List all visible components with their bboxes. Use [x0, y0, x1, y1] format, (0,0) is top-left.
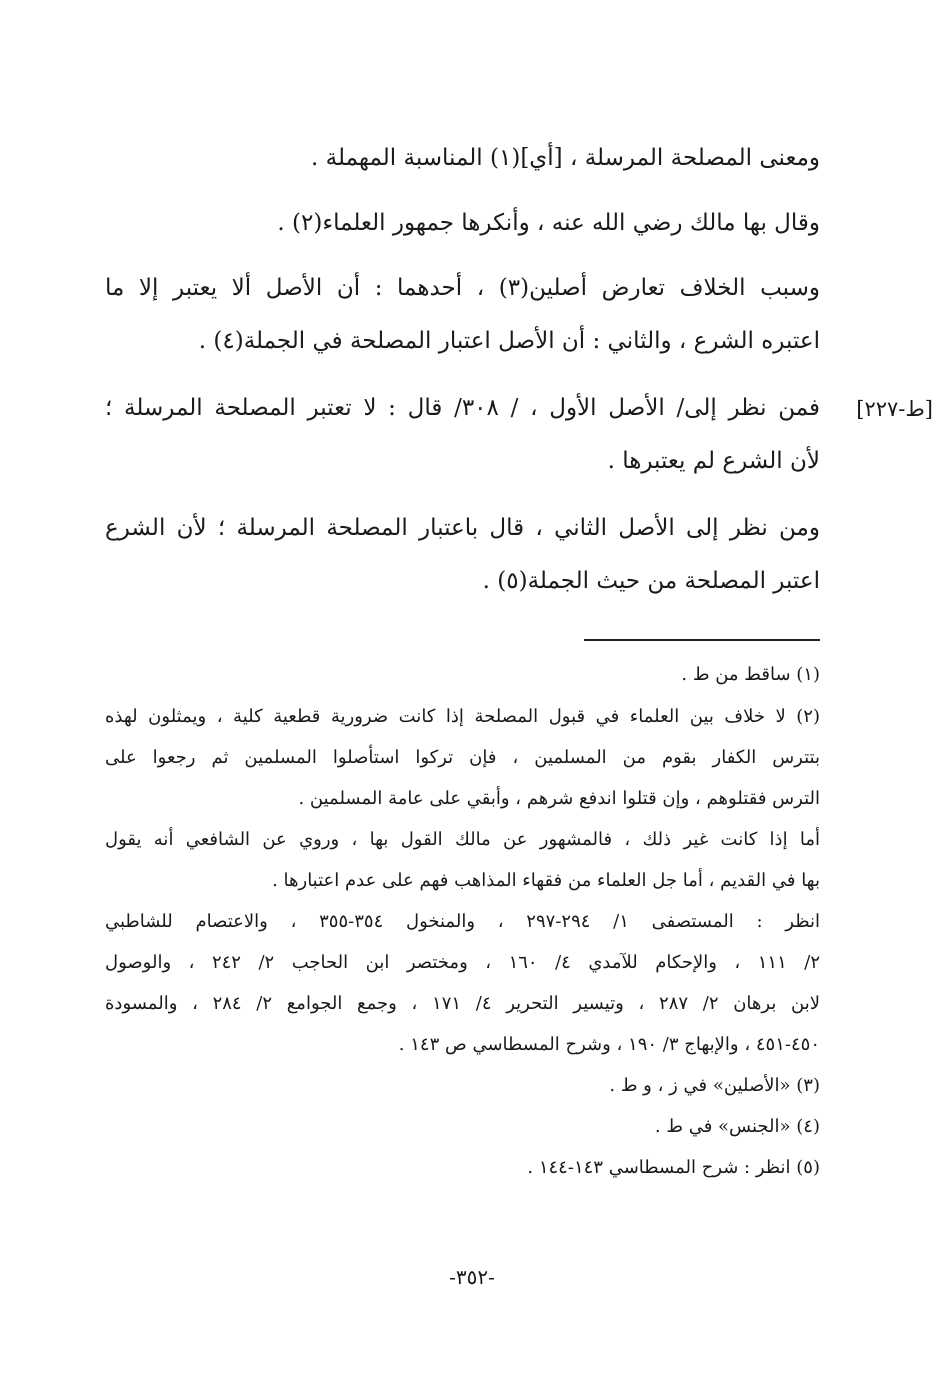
footnote-line: ٢/ ١١١ ، والإحكام للآمدي ٤/ ١٦٠ ، ومختصر ابن الحاجب ٢/ ٢٤٢ ، والوصول: [105, 952, 820, 973]
footnote-line: أما إذا كانت غير ذلك ، فالمشهور عن مالك القول بها ، وروي عن الشافعي أنه يقول: [105, 829, 820, 850]
body-line: ومعنى المصلحة المرسلة ، [أي](١) المناسبة المهملة .: [311, 145, 820, 171]
page-number: -٣٥٢-: [449, 1265, 495, 1289]
body-line: وقال بها مالك رضي الله عنه ، وأنكرها جمهور العلماء(٢) .: [277, 210, 820, 236]
body-line: وسبب الخلاف تعارض أصلين(٣) ، أحدهما : أن الأصل ألا يعتبر إلا ما: [105, 275, 820, 301]
body-line: اعتبر المصلحة من حيث الجملة(٥) .: [482, 568, 820, 594]
footnote-line: (٢) لا خلاف بين العلماء في قبول المصلحة إذا كانت ضرورية قطعية كلية ، ويمثلون لهذه: [105, 706, 820, 727]
footnote-line: (١) ساقط من ط .: [681, 664, 820, 685]
footnote-line: ٤٥٠-٤٥١ ، والإبهاج ٣/ ١٩٠ ، وشرح المسطاسي ص ١٤٣ .: [398, 1034, 820, 1055]
footnotes: [105, 0, 820, 1200]
margin-reference: [ط-٢٢٧]: [856, 397, 933, 421]
body-line: ومن نظر إلى الأصل الثاني ، قال باعتبار المصلحة المرسلة ؛ لأن الشرع: [105, 515, 820, 541]
footnote-line: (٣) «الأصلين» في ز ، و ط .: [609, 1075, 820, 1096]
footnote-line: بها في القديم ، أما جل العلماء من فقهاء المذاهب فهم على عدم اعتبارها .: [272, 870, 820, 891]
footnote-line: لابن برهان ٢/ ٢٨٧ ، وتيسير التحرير ٤/ ١٧١ ، وجمع الجوامع ٢/ ٢٨٤ ، والمسودة: [105, 993, 820, 1014]
footnote-line: انظر : المستصفى ١/ ٢٩٤-٢٩٧ ، والمنخول ٣٥٤-٣٥٥ ، والاعتصام للشاطبي: [105, 911, 820, 932]
footnote-line: (٤) «الجنس» في ط .: [654, 1116, 820, 1137]
body-line: لأن الشرع لم يعتبرها .: [607, 448, 820, 474]
footnote-line: (٥) انظر : شرح المسطاسي ١٤٣-١٤٤ .: [527, 1157, 820, 1178]
footnote-line: بتترس الكفار بقوم من المسلمين ، فإن تركوا استأصلوا المسلمين ثم رجعوا على: [105, 747, 820, 768]
footnote-line: الترس فقتلوهم ، وإن قتلوا اندفع شرهم ، وأبقي على عامة المسلمين .: [298, 788, 820, 809]
body-line: اعتبره الشرع ، والثاني : أن الأصل اعتبار المصلحة في الجملة(٤) .: [198, 328, 820, 354]
body-line: فمن نظر إلى/ الأصل الأول ، / ٣٠٨/ قال : لا تعتبر المصلحة المرسلة ؛: [105, 395, 820, 421]
